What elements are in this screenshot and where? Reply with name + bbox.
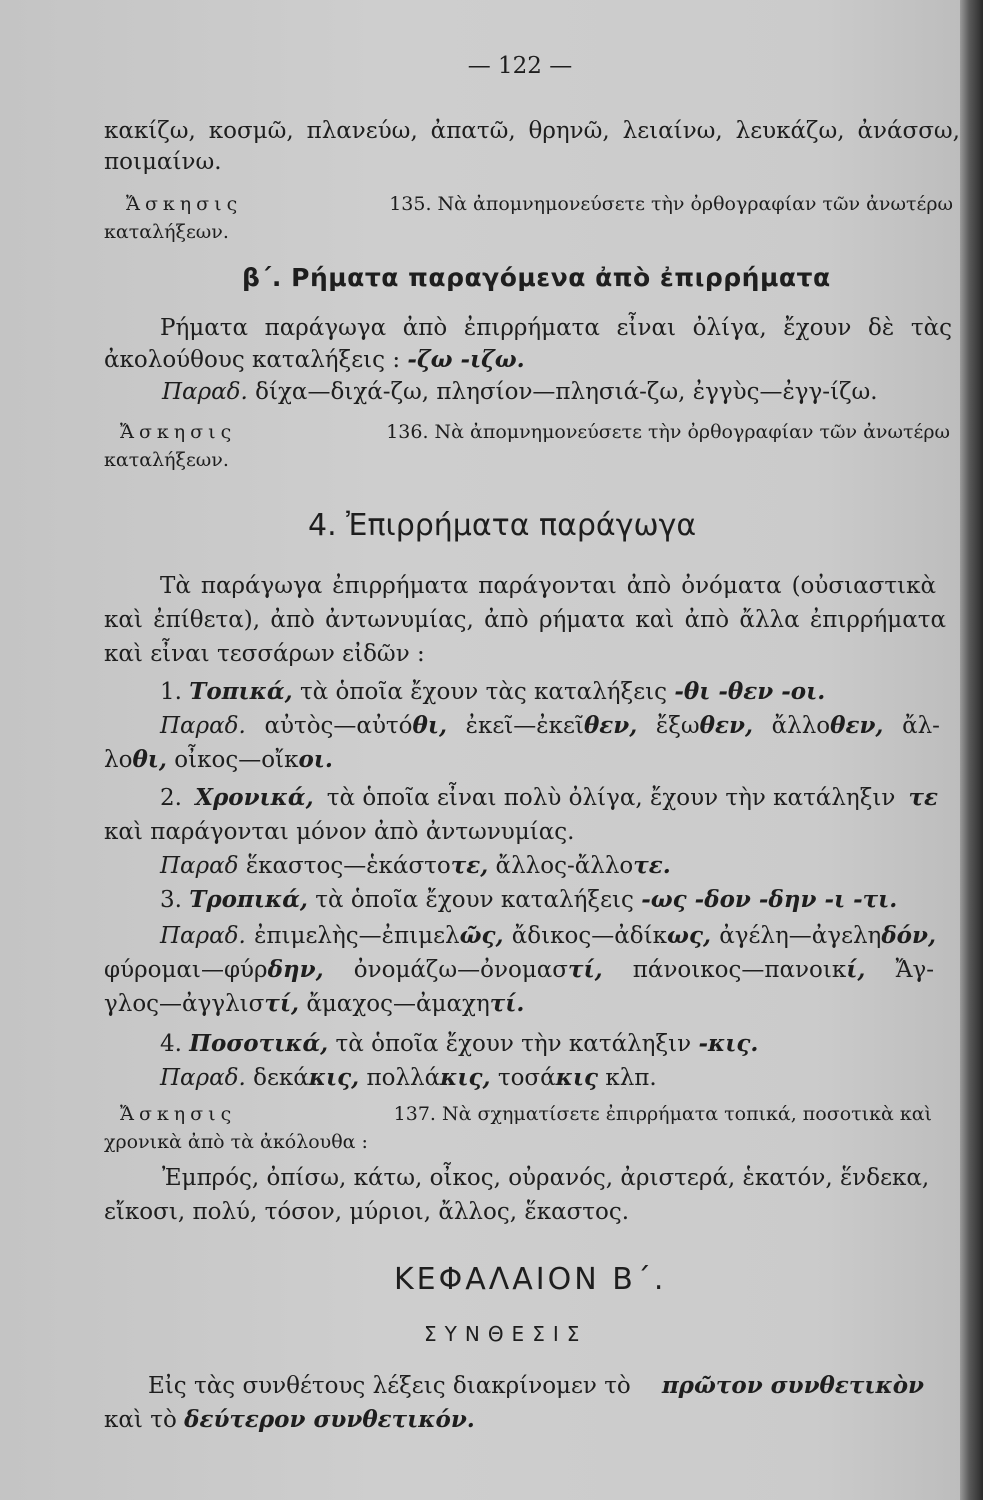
chapter-subtitle: ΣΥΝΘΕΣΙΣ: [424, 1322, 588, 1346]
paragraph-line: Τὰ παράγωγα ἐπιρρήματα παράγονται ἀπὸ ὀνόματα (οὐσιαστικὰ: [160, 573, 936, 599]
category-name: Τροπικά,: [189, 886, 308, 913]
example-word: οἶκος—οἴκοι.: [174, 746, 333, 773]
section-heading: 4. Ἐπιρρήματα παράγωγα: [308, 508, 697, 543]
category-line: [160, 784, 938, 812]
example-word: πολλάκις,: [366, 1064, 491, 1091]
example-word: τοσάκις: [497, 1064, 599, 1091]
endings: -κις.: [698, 1030, 759, 1057]
exercise-text: 135. Νὰ ἀπομνημονεύσετε τὴν ὀρθογραφίαν τῶν ἀνωτέρω: [389, 193, 953, 215]
example-word: πάνοικος—πανοικί,: [632, 956, 866, 983]
paragraph-text: Εἰς τὰς συνθέτους λέξεις διακρίνομεν τὸ: [148, 1373, 631, 1399]
term: πρῶτον συνθετικὸν: [661, 1372, 924, 1399]
paragraph-text: ἀκολούθους καταλήξεις :: [104, 347, 401, 373]
example-line: [104, 746, 333, 774]
category-name: Χρονικά,: [195, 784, 314, 811]
example-word: φύρομαι—φύρδην,: [104, 956, 324, 983]
chapter-title: ΚΕΦΑΛΑΙΟΝ Β΄.: [394, 1262, 667, 1297]
section-heading: β΄. Ρήματα παραγόμενα ἀπὸ ἐπιρρήματα: [242, 263, 831, 292]
example-word: ἀγέλη—ἀγεληδόν,: [719, 922, 936, 949]
example-label: Παραδ: [160, 853, 239, 879]
exercise-135: [126, 190, 953, 218]
endings: -ως -δον -δην -ι -τι.: [641, 886, 898, 913]
example-word: ὀνομάζω—ὀνομαστί,: [353, 956, 603, 983]
category-line: [160, 1030, 758, 1058]
example-word: δεκάκις,: [253, 1064, 360, 1091]
paragraph-line: καὶ ἐπίθετα), ἀπὸ ἀντωνυμίας, ἀπὸ ρήματα καὶ ἀπὸ ἄλλα ἐπιρρήματα: [104, 607, 946, 633]
category-text: τὰ ὁποῖα ἔχουν τὰς καταλήξεις: [299, 679, 668, 705]
example-word: ἄλ-: [902, 713, 940, 739]
paragraph-line: [104, 346, 525, 374]
example-word: ἄλλος-ἄλλοτε.: [495, 852, 671, 879]
example-word: ἕκαστος—ἑκάστοτε,: [245, 852, 489, 879]
paragraph-line: καὶ εἶναι τεσσάρων εἰδῶν :: [104, 641, 425, 667]
paragraph-line: [104, 1406, 475, 1434]
example-line: [162, 378, 878, 406]
category-line: [160, 886, 897, 914]
paragraph-line: Ρήματα παράγωγα ἀπὸ ἐπιρρήματα εἶναι ὀλίγα, ἔχουν δὲ τὰς: [160, 315, 952, 341]
exercise-label: Ἄσκησις: [126, 193, 243, 215]
example-line: [160, 712, 940, 740]
category-number: 4.: [160, 1031, 182, 1057]
verb-list-line: ποιμαίνω.: [104, 149, 222, 175]
category-number: 1.: [160, 679, 182, 705]
example-line: [104, 956, 934, 984]
example-word: ἄλλοθεν,: [771, 712, 884, 739]
paragraph-text: καὶ τὸ: [104, 1407, 177, 1433]
example-word: ἄδικος—ἀδίκως,: [511, 922, 711, 949]
exercise-137: [120, 1100, 932, 1128]
category-number: 3.: [160, 887, 182, 913]
category-number: 2.: [160, 785, 182, 811]
category-line: [160, 678, 825, 706]
exercise-label: Ἄσκησις: [120, 1103, 237, 1125]
category-name: Τοπικά,: [189, 678, 293, 705]
term: δεύτερον συνθετικόν.: [184, 1406, 475, 1433]
exercise-137-cont: χρονικὰ ἀπὸ τὰ ἀκόλουθα :: [104, 1131, 368, 1153]
exercise-136-cont: καταλήξεων.: [104, 449, 229, 471]
example-word: ἐκεῖ—ἐκεῖθεν,: [465, 712, 638, 739]
word-list-line: Ἐμπρός, ὀπίσω, κάτω, οἶκος, οὐρανός, ἀριστερά, ἑκατόν, ἕνδεκα,: [162, 1165, 930, 1191]
exercise-label: Ἄσκησις: [120, 421, 237, 443]
example-label: Παραδ.: [162, 379, 248, 405]
example-line: [160, 1064, 657, 1092]
exercise-136: [120, 418, 950, 446]
example-word: αὐτὸς—αὐτόθι,: [264, 712, 447, 739]
paragraph-line: καὶ παράγονται μόνον ἀπὸ ἀντωνυμίας.: [104, 819, 575, 845]
example-word: γλος—ἀγγλιστί,: [104, 990, 299, 1017]
category-text: τὰ ὁποῖα εἶναι πολὺ ὀλίγα, ἔχουν τὴν κατάληξιν: [326, 785, 896, 811]
example-label: Παραδ.: [160, 923, 246, 949]
endings: -θι -θεν -οι.: [674, 678, 826, 705]
verb-list-line: κακίζω, κοσμῶ, πλανεύω, ἀπατῶ, θρηνῶ, λειαίνω, λευκάζω, ἀνάσσω,: [104, 118, 960, 144]
example-line: [160, 922, 936, 950]
category-text: τὰ ὁποῖα ἔχουν καταλήξεις: [315, 887, 634, 913]
example-word: ἔξωθεν,: [655, 712, 753, 739]
example-line: [160, 852, 671, 880]
example-word: ἄμαχος—ἀμαχητί.: [306, 990, 525, 1017]
category-name: Ποσοτικά,: [189, 1030, 329, 1057]
word-list-line: εἴκοσι, πολύ, τόσον, μύριοι, ἄλλος, ἕκαστος.: [104, 1199, 630, 1225]
exercise-135-cont: καταλήξεων.: [104, 221, 229, 243]
example-word: λοθι,: [104, 746, 167, 773]
example-label: Παραδ.: [160, 713, 246, 739]
example-line: [104, 990, 524, 1018]
example-word: Ἄγ-: [895, 957, 934, 983]
category-text: τὰ ὁποῖα ἔχουν τὴν κατάληξιν: [335, 1031, 692, 1057]
example-word: κλπ.: [605, 1065, 657, 1091]
exercise-text: 136. Νὰ ἀπομνημονεύσετε τὴν ὀρθογραφίαν τῶν ἀνωτέρω: [386, 421, 950, 443]
endings: -ζω -ιζω.: [407, 346, 525, 373]
book-spine-edge: [960, 0, 983, 1500]
paragraph-line: [148, 1372, 924, 1400]
page-number: — 122 —: [467, 53, 573, 79]
endings: τε: [908, 784, 938, 811]
example-text: δίχα—διχά-ζω, πλησίον—πλησιά-ζω, ἐγγὺς—ἐγγ-ίζω.: [255, 379, 878, 405]
example-label: Παραδ.: [160, 1065, 246, 1091]
example-word: ἐπιμελὴς—ἐπιμελῶς,: [254, 922, 504, 949]
exercise-text: 137. Νὰ σχηματίσετε ἐπιρρήματα τοπικά, ποσοτικὰ καὶ: [393, 1103, 932, 1125]
